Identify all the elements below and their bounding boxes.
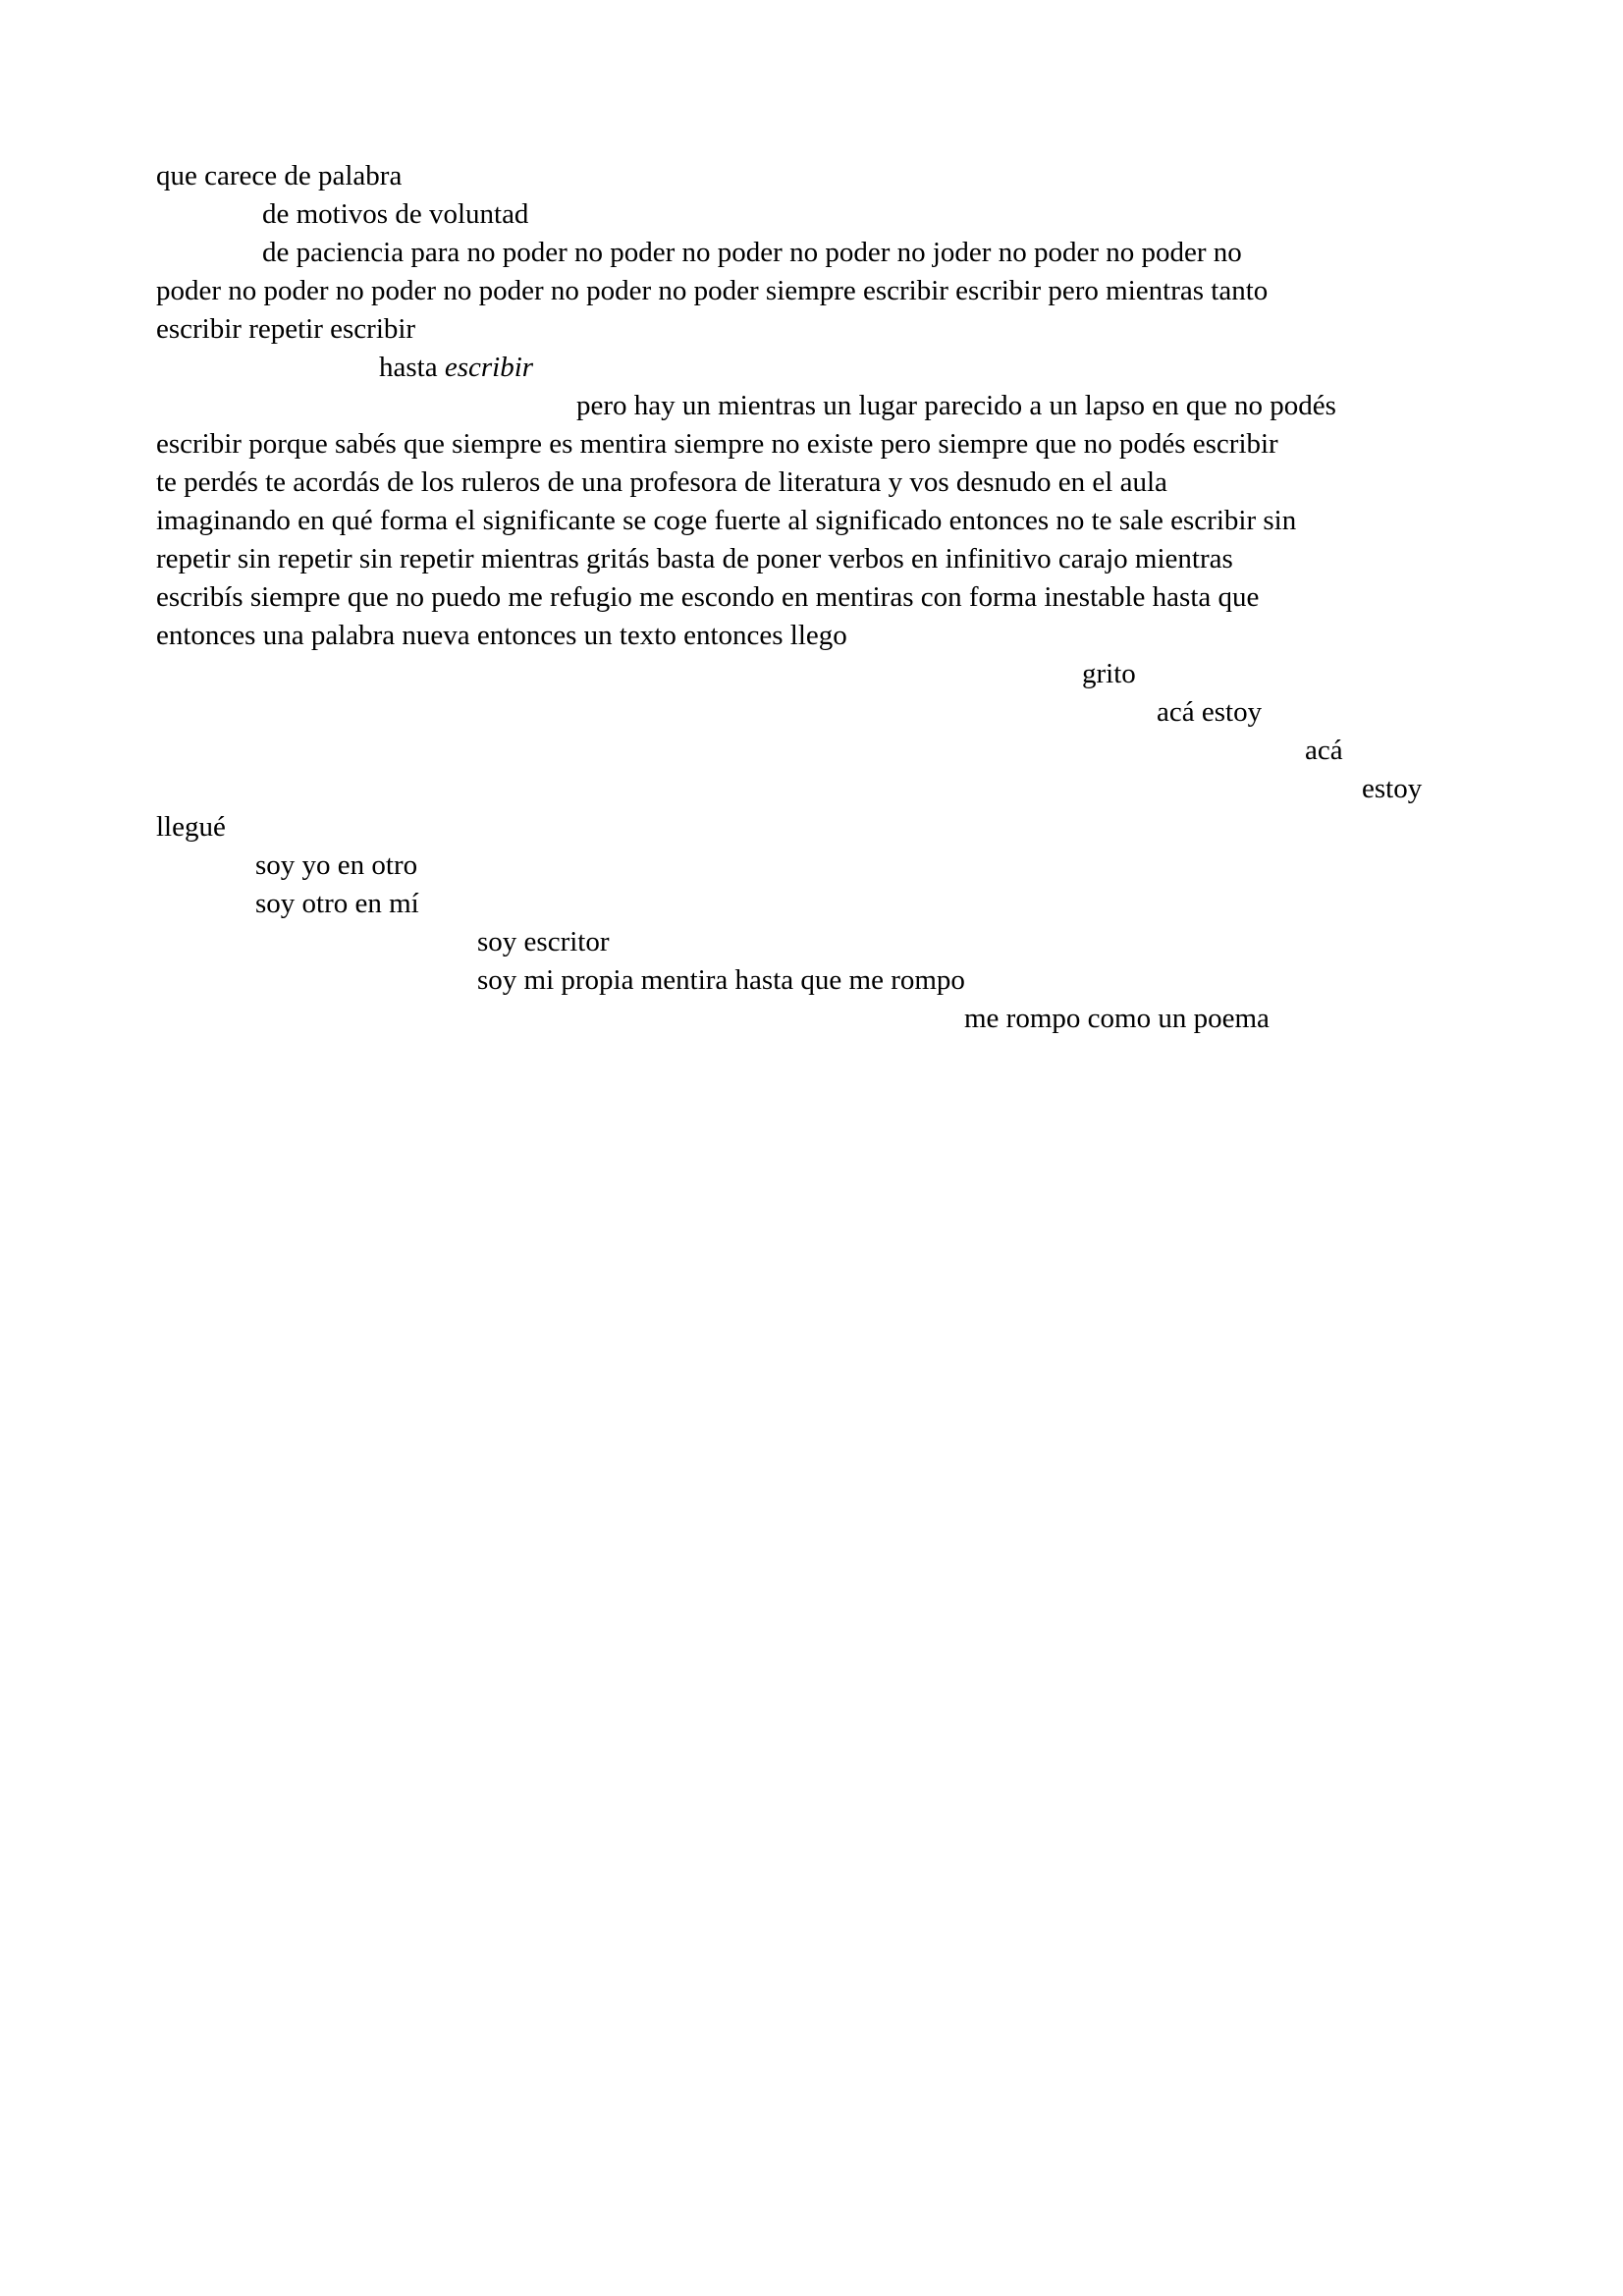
poem-line: llegué	[156, 811, 226, 843]
poem-line: soy escritor	[477, 926, 610, 957]
poem-line: acá	[1305, 735, 1343, 766]
poem-line-text: hasta	[379, 352, 445, 383]
poem-line: de motivos de voluntad	[262, 198, 529, 230]
poem-line-italic-text: escribir	[444, 352, 534, 383]
poem-line: de paciencia para no poder no poder no poder no poder no joder no poder no poder no	[262, 237, 1242, 268]
poem-line: repetir sin repetir sin repetir mientras gritás basta de poner verbos en infinitivo carajo mientras	[156, 543, 1233, 574]
poem-line: imaginando en qué forma el significante se coge fuerte al significado entonces no te sale escribir sin	[156, 505, 1297, 536]
poem-line: me rompo como un poema	[964, 1003, 1270, 1034]
poem-line: soy yo en otro	[255, 849, 418, 881]
poem-line: estoy	[1362, 773, 1423, 804]
poem-line: soy mi propia mentira hasta que me rompo	[477, 964, 965, 996]
poem-line: soy otro en mí	[255, 888, 419, 919]
poem-line: poder no poder no poder no poder no poder no poder siempre escribir escribir pero mientras tanto	[156, 275, 1269, 306]
poem-line: entonces una palabra nueva entonces un texto entonces llego	[156, 620, 847, 651]
poem-line: grito	[1082, 658, 1136, 689]
poem-line	[379, 349, 533, 387]
poem-line: te perdés te acordás de los ruleros de una profesora de literatura y vos desnudo en el aula	[156, 466, 1167, 498]
poem-line: escribir repetir escribir	[156, 313, 416, 345]
poem-line: escribir porque sabés que siempre es mentira siempre no existe pero siempre que no podés escribir	[156, 428, 1278, 460]
poem-line: pero hay un mientras un lugar parecido a un lapso en que no podés	[576, 390, 1336, 421]
poem-line: que carece de palabra	[156, 160, 403, 191]
poem-line: acá estoy	[1157, 696, 1263, 728]
poem-line: escribís siempre que no puedo me refugio me escondo en mentiras con forma inestable hasta que	[156, 581, 1260, 613]
